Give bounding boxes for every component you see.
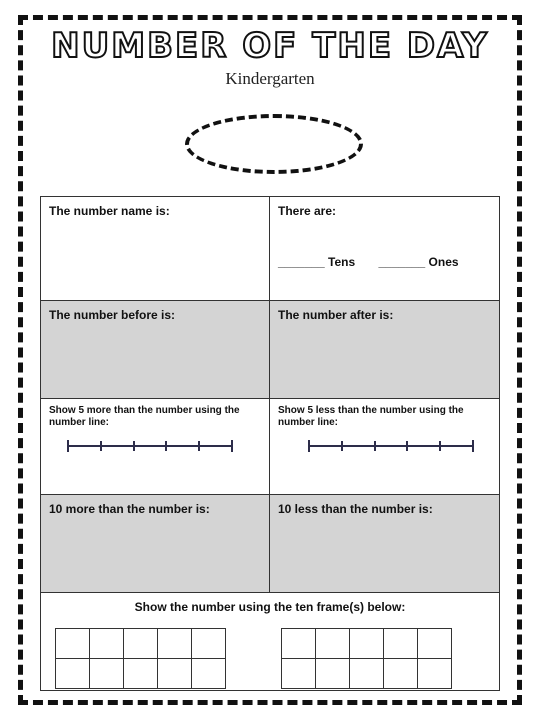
number-name-cell[interactable]	[41, 197, 270, 300]
five-less-cell[interactable]	[270, 399, 499, 495]
number-after-label: The number after is:	[278, 308, 394, 322]
tens-ones-blanks: _______ Tens _______ Ones	[278, 255, 459, 269]
ten-less-cell[interactable]	[270, 495, 499, 593]
five-more-label: Show 5 more than the number using the number line:	[49, 405, 240, 428]
ten-frame-left[interactable]	[55, 628, 226, 689]
row-ten-frames	[41, 592, 499, 691]
number-line-right	[306, 439, 476, 453]
number-line-left	[65, 439, 235, 453]
row-before-after	[41, 300, 499, 399]
ten-less-label: 10 less than the number is:	[278, 502, 433, 516]
five-less-label: Show 5 less than the number using the number line:	[278, 405, 464, 428]
ten-more-cell[interactable]	[41, 495, 270, 593]
row-number-lines	[41, 398, 499, 495]
five-more-cell[interactable]	[41, 399, 270, 495]
ten-frame-prompt: Show the number using the ten frame(s) below:	[134, 600, 406, 614]
number-before-cell[interactable]	[41, 301, 270, 399]
number-after-cell[interactable]	[270, 301, 499, 399]
ten-frame-right[interactable]	[281, 628, 452, 689]
row-ten-more-less	[41, 494, 499, 593]
ten-more-label: 10 more than the number is:	[49, 502, 210, 516]
number-before-label: The number before is:	[49, 308, 176, 322]
number-oval[interactable]	[185, 114, 363, 174]
worksheet-grid	[40, 196, 500, 691]
number-name-label: The number name is:	[49, 204, 170, 218]
there-are-label: There are:	[278, 204, 337, 218]
page-subtitle: Kindergarten	[225, 69, 315, 88]
there-are-cell[interactable]	[270, 197, 499, 300]
row-number-name	[41, 197, 499, 300]
page-title: NUMBER OF THE DAY	[51, 26, 489, 66]
